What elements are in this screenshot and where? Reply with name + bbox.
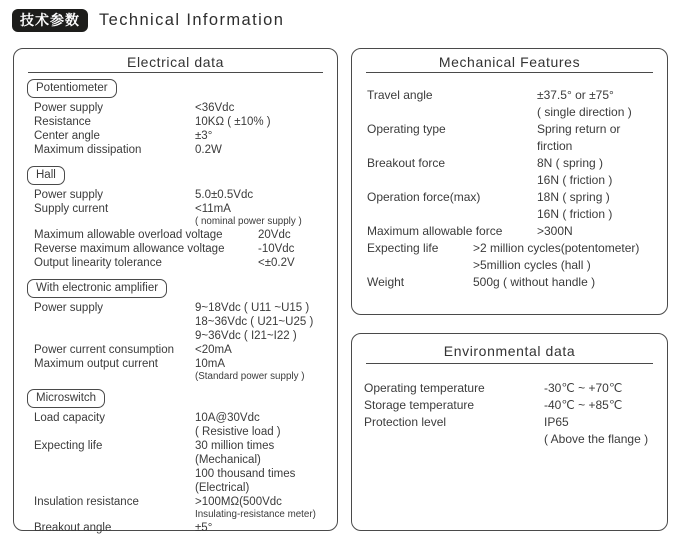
spec-row bbox=[367, 189, 663, 223]
spec-row bbox=[27, 228, 332, 242]
environmental-content bbox=[352, 364, 667, 448]
spec-row bbox=[27, 115, 332, 129]
spec-value: <20mA bbox=[195, 344, 232, 356]
spec-value-line: firction bbox=[537, 139, 573, 153]
spec-label: Expecting life bbox=[367, 241, 439, 255]
spec-value bbox=[195, 411, 332, 439]
spec-value: 10KΩ ( ±10% ) bbox=[195, 116, 271, 128]
spec-value: -40℃ ~ +85℃ bbox=[544, 398, 623, 412]
spec-value: -10Vdc bbox=[258, 243, 295, 255]
spec-label: Output linearity tolerance bbox=[34, 257, 162, 269]
spec-value bbox=[537, 155, 663, 189]
spec-row bbox=[367, 87, 663, 121]
spec-row bbox=[364, 380, 663, 397]
spec-row bbox=[27, 256, 332, 270]
spec-note: (Standard power supply ) bbox=[195, 371, 305, 382]
page-header bbox=[12, 9, 284, 32]
spec-value-line: ( Resistive load ) bbox=[195, 426, 281, 438]
spec-value-line: 9~36Vdc ( I21~I22 ) bbox=[195, 330, 297, 342]
spec-value-line: ±37.5° or ±75° bbox=[537, 88, 614, 102]
spec-label: Reverse maximum allowance voltage bbox=[34, 243, 225, 255]
section-potentiometer bbox=[27, 78, 332, 157]
spec-value-line: >100MΩ(500Vdc bbox=[195, 496, 282, 508]
spec-row bbox=[27, 188, 332, 202]
spec-label: Operation force(max) bbox=[367, 190, 481, 204]
spec-row bbox=[27, 202, 332, 228]
spec-value-line: <11mA bbox=[195, 203, 231, 215]
spec-row bbox=[27, 343, 332, 357]
spec-value-line: 10A@30Vdc bbox=[195, 412, 260, 424]
panel-title-electrical: Electrical data bbox=[127, 54, 224, 70]
spec-value-line: IP65 bbox=[544, 415, 569, 429]
section-badge-microswitch: Microswitch bbox=[27, 389, 105, 408]
mechanical-content bbox=[352, 73, 667, 291]
electrical-data-panel bbox=[13, 48, 338, 534]
spec-row bbox=[27, 101, 332, 115]
spec-value-line: 30 million times bbox=[195, 440, 275, 452]
spec-row bbox=[367, 274, 663, 291]
spec-row bbox=[367, 155, 663, 189]
spec-value: 20Vdc bbox=[258, 229, 291, 241]
spec-label: Storage temperature bbox=[364, 398, 475, 412]
spec-row bbox=[27, 411, 332, 439]
spec-label: Power supply bbox=[34, 189, 104, 201]
spec-value bbox=[537, 87, 663, 121]
spec-label: Center angle bbox=[34, 130, 100, 142]
spec-value: ±3° bbox=[195, 130, 213, 142]
spec-value bbox=[473, 240, 663, 274]
spec-value-line: 18~36Vdc ( U21~U25 ) bbox=[195, 316, 314, 328]
spec-value-line: Spring return or bbox=[537, 122, 621, 136]
spec-value bbox=[195, 357, 332, 383]
spec-row bbox=[367, 223, 663, 240]
section-hall bbox=[27, 165, 332, 270]
spec-row bbox=[27, 495, 332, 521]
spec-value: 5.0±0.5Vdc bbox=[195, 189, 254, 201]
spec-value bbox=[195, 202, 332, 228]
mechanical-features-panel bbox=[351, 48, 668, 315]
spec-value-line: 9~18Vdc ( U11 ~U15 ) bbox=[195, 302, 310, 314]
spec-label: Maximum output current bbox=[34, 358, 158, 370]
spec-label: Operating temperature bbox=[364, 381, 485, 395]
spec-label: Power supply bbox=[34, 302, 104, 314]
spec-value-line: >2 million cycles(potentometer) bbox=[473, 241, 640, 255]
section-badge-electronic-amplifier: With electronic amplifier bbox=[27, 279, 167, 298]
panel-title-environmental: Environmental data bbox=[443, 343, 576, 359]
spec-label: Load capacity bbox=[34, 412, 105, 424]
section-badge-hall: Hall bbox=[27, 166, 65, 185]
spec-value-line: (Mechanical) bbox=[195, 454, 261, 466]
spec-value-line: 10mA bbox=[195, 358, 226, 370]
spec-value: -30℃ ~ +70℃ bbox=[544, 381, 623, 395]
spec-label: Weight bbox=[367, 275, 405, 289]
electrical-content bbox=[14, 73, 337, 535]
spec-value bbox=[537, 121, 663, 155]
spec-value: <36Vdc bbox=[195, 102, 235, 114]
spec-row bbox=[27, 143, 332, 157]
spec-label: Resistance bbox=[34, 116, 91, 128]
spec-row bbox=[27, 521, 332, 535]
spec-value-line: 16N ( friction ) bbox=[537, 173, 613, 187]
spec-value-line: >5million cycles (hall ) bbox=[473, 258, 591, 272]
spec-label: Power current consumption bbox=[34, 344, 174, 356]
spec-label: Protection level bbox=[364, 415, 447, 429]
spec-row bbox=[364, 414, 663, 448]
spec-label: Expecting life bbox=[34, 440, 103, 452]
spec-value-line: 16N ( friction ) bbox=[537, 207, 613, 221]
spec-label: Insulation resistance bbox=[34, 496, 139, 508]
spec-value bbox=[195, 495, 332, 521]
chinese-title-badge: 技术参数 bbox=[12, 9, 88, 32]
spec-value-line: ( single direction ) bbox=[537, 105, 632, 119]
page-title: Technical Information bbox=[99, 11, 285, 29]
spec-label: Operating type bbox=[367, 122, 446, 136]
spec-row bbox=[364, 397, 663, 414]
spec-value: <±0.2V bbox=[258, 257, 295, 269]
spec-note: Insulating-resistance meter) bbox=[195, 509, 316, 520]
spec-value: 500g ( without handle ) bbox=[473, 275, 596, 289]
spec-value-line: (Electrical) bbox=[195, 482, 250, 494]
spec-note: ( nominal power supply ) bbox=[195, 216, 302, 227]
spec-value-line: ( Above the flange ) bbox=[544, 432, 649, 446]
spec-label: Maximum allowable overload voltage bbox=[34, 229, 223, 241]
spec-label: Breakout force bbox=[367, 156, 446, 170]
spec-label: Supply current bbox=[34, 203, 109, 215]
spec-row bbox=[27, 357, 332, 383]
spec-value bbox=[544, 414, 663, 448]
spec-value: ±5° bbox=[195, 522, 213, 534]
spec-value bbox=[537, 189, 663, 223]
spec-row bbox=[367, 121, 663, 155]
spec-value-line: 100 thousand times bbox=[195, 468, 296, 480]
spec-label: Power supply bbox=[34, 102, 104, 114]
spec-value: 0.2W bbox=[195, 144, 222, 156]
spec-label: Maximum allowable force bbox=[367, 224, 503, 238]
spec-row bbox=[27, 301, 332, 343]
spec-value-line: 8N ( spring ) bbox=[537, 156, 604, 170]
spec-value-line: 18N ( spring ) bbox=[537, 190, 610, 204]
spec-row bbox=[367, 240, 663, 274]
spec-label: Maximum dissipation bbox=[34, 144, 142, 156]
spec-row bbox=[27, 439, 332, 495]
spec-row bbox=[27, 129, 332, 143]
spec-label: Travel angle bbox=[367, 88, 433, 102]
section-badge-potentiometer: Potentiometer bbox=[27, 79, 117, 98]
panel-title-mechanical: Mechanical Features bbox=[438, 54, 581, 70]
spec-value bbox=[195, 301, 332, 343]
spec-value: >300N bbox=[537, 224, 573, 238]
spec-value bbox=[195, 439, 332, 495]
spec-row bbox=[27, 242, 332, 256]
section-electronic-amplifier bbox=[27, 278, 332, 383]
section-microswitch bbox=[27, 388, 332, 535]
environmental-data-panel bbox=[351, 333, 668, 531]
spec-label: Breakout angle bbox=[34, 522, 112, 534]
